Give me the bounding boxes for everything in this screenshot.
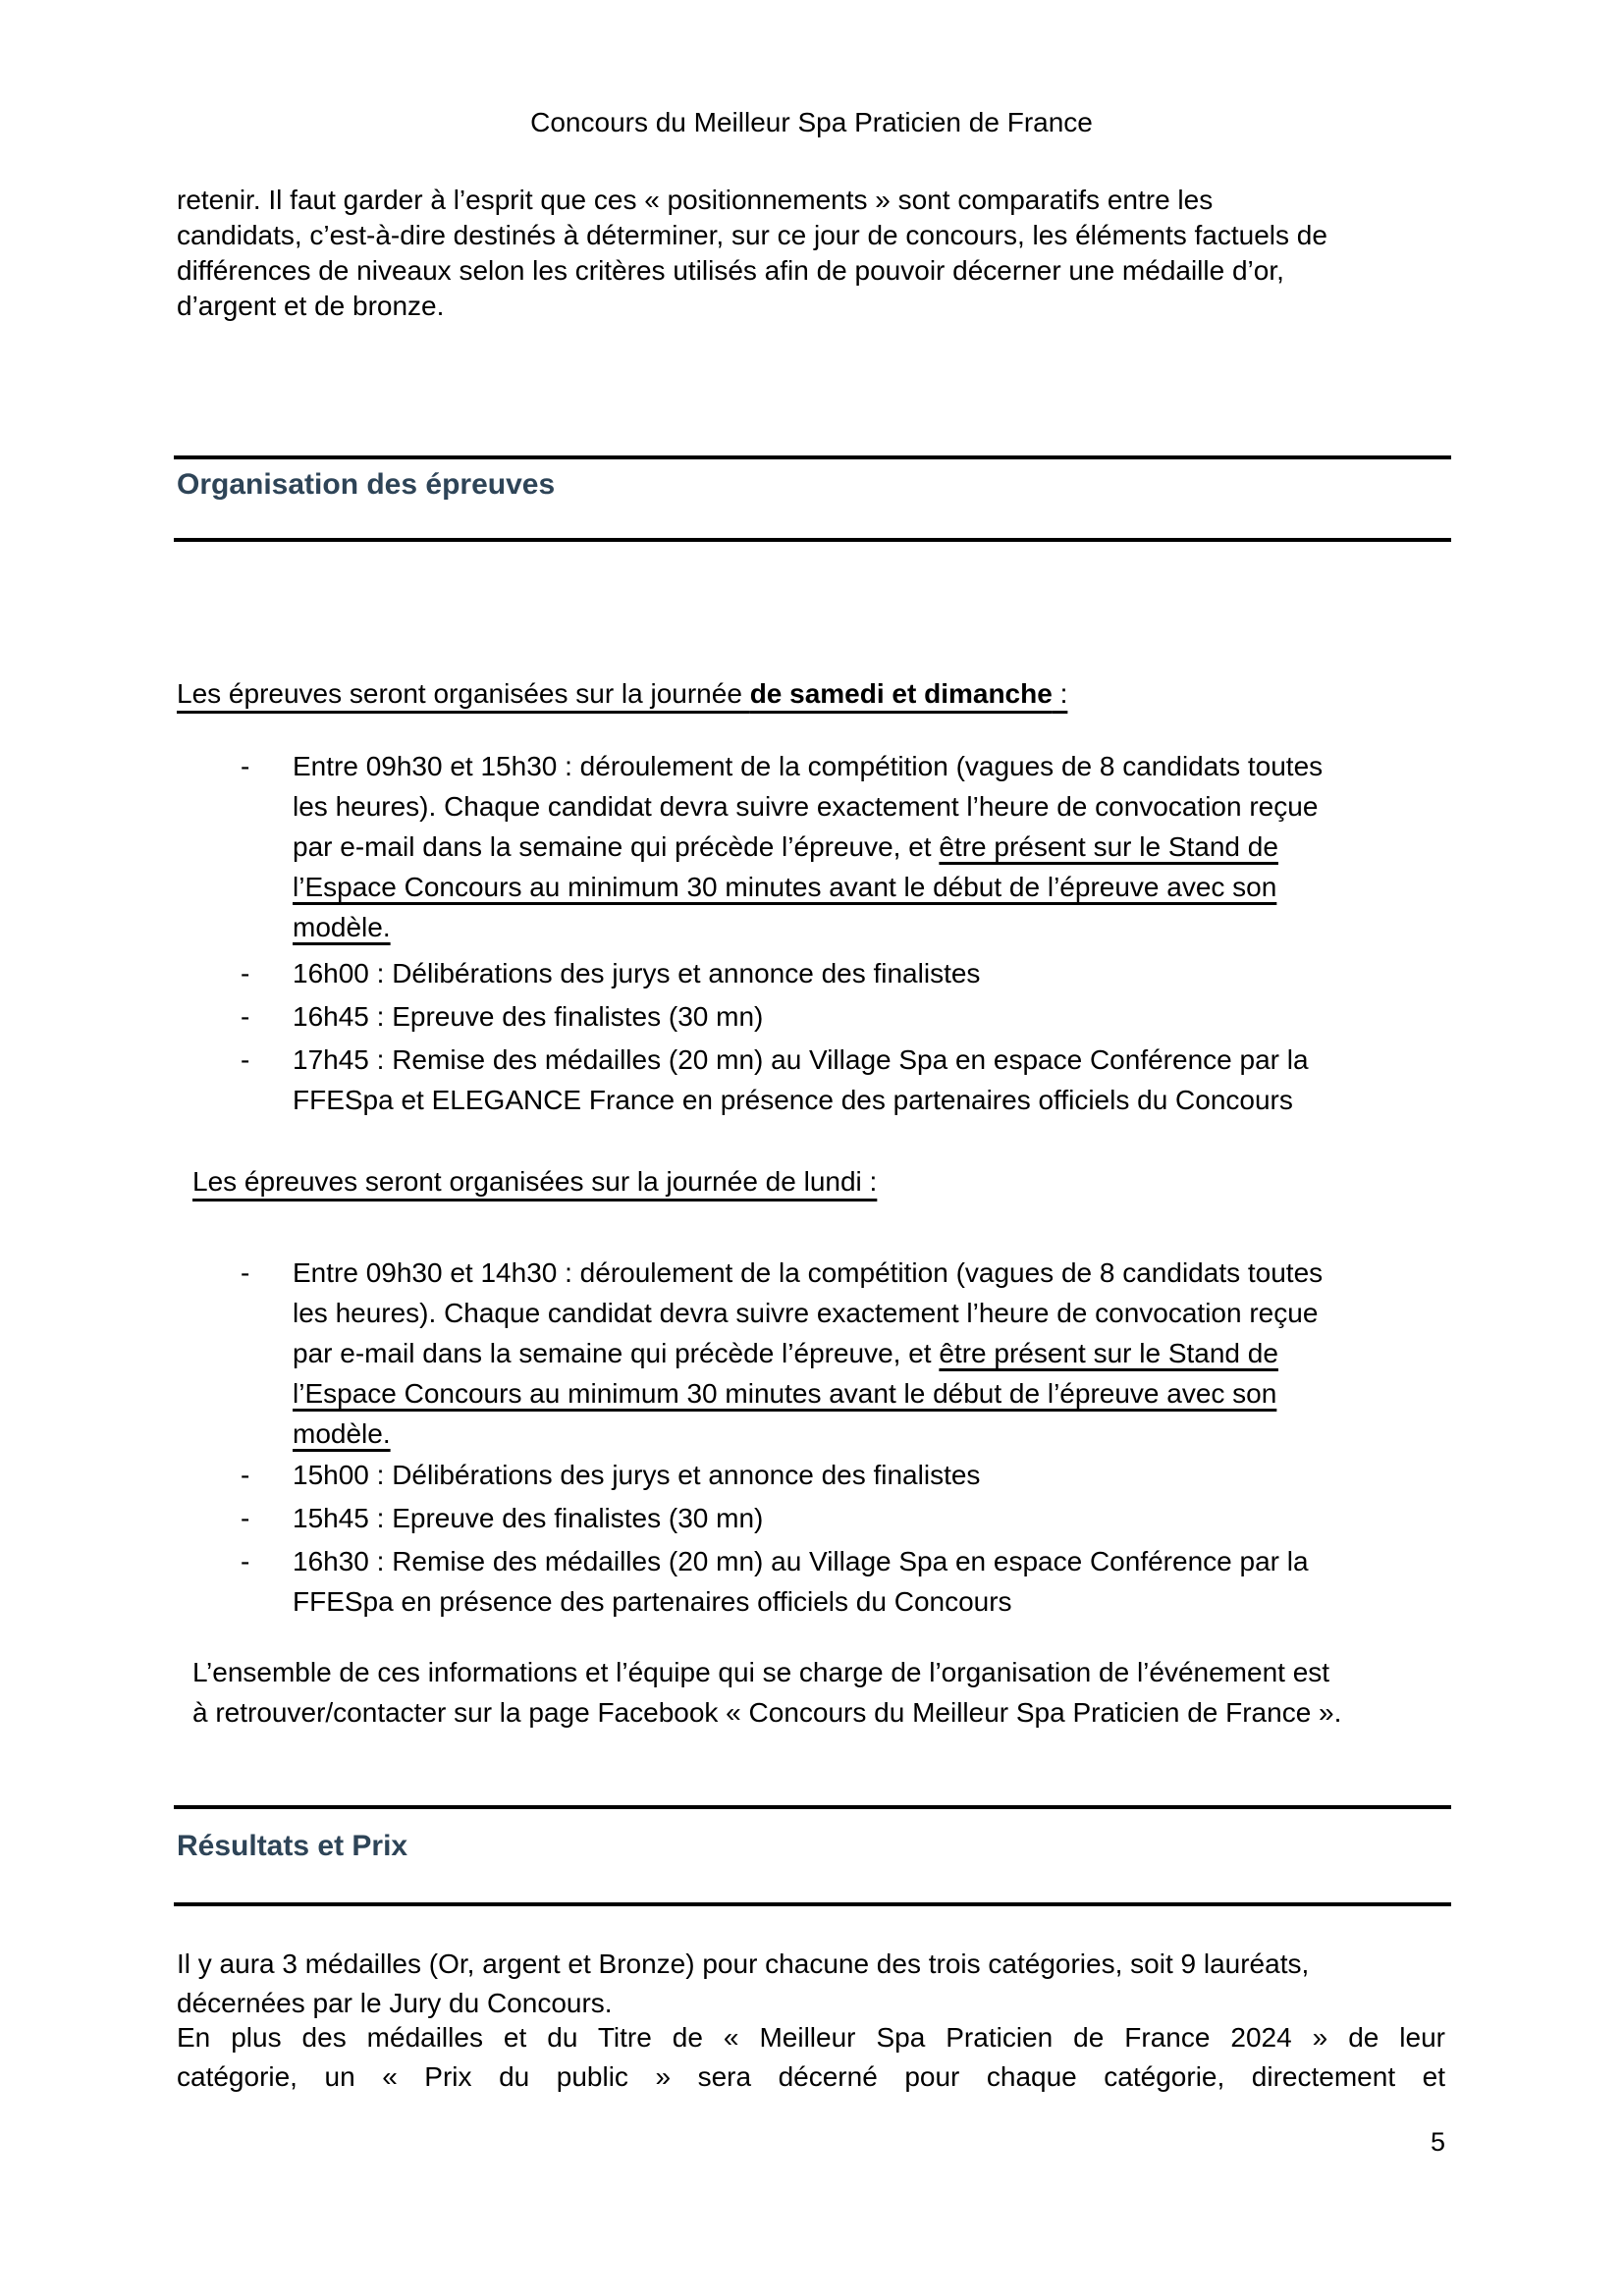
bullet-dash: - <box>241 751 250 781</box>
section-heading-block <box>174 455 1451 563</box>
bullet-dash: - <box>241 1503 250 1533</box>
text-segment: Entre 09h30 et 15h30 : déroulement de la compétition (vagues de 8 candidats toutes <box>293 751 1324 781</box>
bullet-text <box>293 953 1450 993</box>
text-segment: 16h30 : Remise des médailles (20 mn) au Village Spa en espace Conférence par la <box>293 1546 1309 1576</box>
text-segment: par e-mail dans la semaine qui précède l’épreuve, et <box>293 1338 940 1368</box>
text-line <box>293 1040 1450 1080</box>
text-segment: En plus des médailles et du Titre de « Meilleur Spa Praticien de France 2024 » de leur <box>177 2022 1445 2053</box>
text-line <box>192 1652 1447 1692</box>
bullet-dash: - <box>241 1257 250 1288</box>
text-segment: Les épreuves seront organisées sur la journée de lundi : <box>192 1166 878 1197</box>
bullet-text <box>293 746 1450 947</box>
text-line <box>177 1945 1445 1984</box>
text-line <box>293 1455 1450 1495</box>
list-lead-heading <box>177 675 1067 713</box>
list-item <box>241 746 1450 947</box>
text-segment: les heures). Chaque candidat devra suivre exactement l’heure de convocation reçue <box>293 791 1319 822</box>
text-segment: L’ensemble de ces informations et l’équipe qui se charge de l’organisation de l’événement est <box>192 1657 1330 1687</box>
underlined-text-segment: être présent sur le Stand de <box>939 831 1278 862</box>
bullet-text <box>293 1498 1450 1538</box>
list-item <box>241 1541 1450 1622</box>
bullet-list <box>241 746 1450 1123</box>
text-line <box>192 1692 1447 1733</box>
section-heading-block <box>174 1805 1451 1913</box>
bullet-dash: - <box>241 1460 250 1490</box>
text-segment: 15h00 : Délibérations des jurys et annonce des finalistes <box>293 1460 981 1490</box>
document-header: Concours du Meilleur Spa Praticien de France <box>530 107 1093 137</box>
section-rule-bottom <box>174 538 1451 542</box>
text-line <box>177 2018 1445 2057</box>
underlined-text-segment: l’Espace Concours au minimum 30 minutes avant le début de l’épreuve avec son <box>293 872 1277 902</box>
bullet-dash: - <box>241 1044 250 1075</box>
text-line <box>293 827 1450 867</box>
bullet-text <box>293 1253 1450 1454</box>
section-rule-top <box>174 455 1451 459</box>
section-title: Résultats et Prix <box>177 1830 408 1862</box>
text-line <box>293 996 1450 1037</box>
bullet-list <box>241 1253 1450 1625</box>
text-line <box>293 1293 1450 1333</box>
underlined-text-segment: modèle. <box>293 912 391 942</box>
text-line <box>293 1373 1450 1414</box>
text-segment: les heures). Chaque candidat devra suivre exactement l’heure de convocation reçue <box>293 1298 1319 1328</box>
text-segment: catégorie, un « Prix du public » sera décerné pour chaque catégorie, directement et <box>177 2061 1445 2092</box>
text-segment: 17h45 : Remise des médailles (20 mn) au Village Spa en espace Conférence par la <box>293 1044 1309 1075</box>
paragraph <box>177 2018 1445 2097</box>
text-line <box>177 218 1445 253</box>
page-number: 5 <box>1430 2127 1445 2157</box>
underlined-lead-text <box>192 1166 877 1197</box>
list-item <box>241 1498 1450 1538</box>
text-segment: FFESpa et ELEGANCE France en présence des partenaires officiels du Concours <box>293 1085 1293 1115</box>
underlined-text-segment: être présent sur le Stand de <box>939 1338 1278 1368</box>
section-title: Organisation des épreuves <box>177 468 556 501</box>
text-line <box>293 1333 1450 1373</box>
underlined-text-segment: modèle. <box>293 1418 391 1449</box>
text-line <box>293 953 1450 993</box>
text-line <box>177 2057 1445 2097</box>
text-segment: candidats, c’est-à-dire destinés à déterminer, sur ce jour de concours, les éléments factuels de <box>177 220 1327 250</box>
text-segment: 15h45 : Epreuve des finalistes (30 mn) <box>293 1503 764 1533</box>
bullet-text <box>293 1040 1450 1120</box>
text-segment: : <box>1052 678 1068 709</box>
text-line <box>177 1984 1445 2023</box>
section-rule-top <box>174 1805 1451 1809</box>
text-segment: Il y aura 3 médailles (Or, argent et Bronze) pour chacune des trois catégories, soit 9 lauréats, <box>177 1949 1310 1979</box>
text-line <box>177 253 1445 289</box>
text-line <box>293 1080 1450 1120</box>
list-item <box>241 953 1450 993</box>
underlined-text-segment: l’Espace Concours au minimum 30 minutes avant le début de l’épreuve avec son <box>293 1378 1277 1409</box>
bullet-dash: - <box>241 1001 250 1032</box>
text-line <box>293 1414 1450 1454</box>
bullet-dash: - <box>241 1546 250 1576</box>
text-segment: à retrouver/contacter sur la page Facebook « Concours du Meilleur Spa Praticien de France ». <box>192 1697 1342 1728</box>
paragraph <box>177 1945 1445 2023</box>
text-line <box>293 1498 1450 1538</box>
bullet-dash: - <box>241 958 250 988</box>
bullet-text <box>293 1541 1450 1622</box>
text-segment: 16h45 : Epreuve des finalistes (30 mn) <box>293 1001 764 1032</box>
list-lead-heading <box>192 1163 877 1201</box>
section-rule-bottom <box>174 1902 1451 1906</box>
list-item <box>241 1253 1450 1454</box>
text-segment: différences de niveaux selon les critères utilisés afin de pouvoir décerner une médaille d’or, <box>177 255 1284 286</box>
text-line <box>177 289 1445 324</box>
bold-text-segment: de samedi et dimanche <box>749 678 1053 709</box>
text-line <box>293 867 1450 907</box>
text-line <box>293 1541 1450 1581</box>
text-segment: Les épreuves seront organisées sur la journée <box>177 678 750 709</box>
paragraph <box>177 183 1445 324</box>
list-item <box>241 1455 1450 1495</box>
text-line <box>293 786 1450 827</box>
text-line <box>293 746 1450 786</box>
bullet-text <box>293 996 1450 1037</box>
text-segment: décernées par le Jury du Concours. <box>177 1988 613 2018</box>
text-segment: par e-mail dans la semaine qui précède l’épreuve, et <box>293 831 940 862</box>
underlined-lead-text <box>177 678 1067 709</box>
text-segment: retenir. Il faut garder à l’esprit que ces « positionnements » sont comparatifs entre les <box>177 185 1214 215</box>
paragraph <box>192 1652 1447 1733</box>
text-line <box>293 1581 1450 1622</box>
list-item <box>241 1040 1450 1120</box>
text-line <box>293 1253 1450 1293</box>
text-segment: FFESpa en présence des partenaires officiels du Concours <box>293 1586 1012 1617</box>
text-line <box>177 183 1445 218</box>
text-segment: Entre 09h30 et 14h30 : déroulement de la compétition (vagues de 8 candidats toutes <box>293 1257 1324 1288</box>
text-segment: 16h00 : Délibérations des jurys et annonce des finalistes <box>293 958 981 988</box>
list-item <box>241 996 1450 1037</box>
text-segment: d’argent et de bronze. <box>177 291 445 321</box>
text-line <box>293 907 1450 947</box>
bullet-text <box>293 1455 1450 1495</box>
